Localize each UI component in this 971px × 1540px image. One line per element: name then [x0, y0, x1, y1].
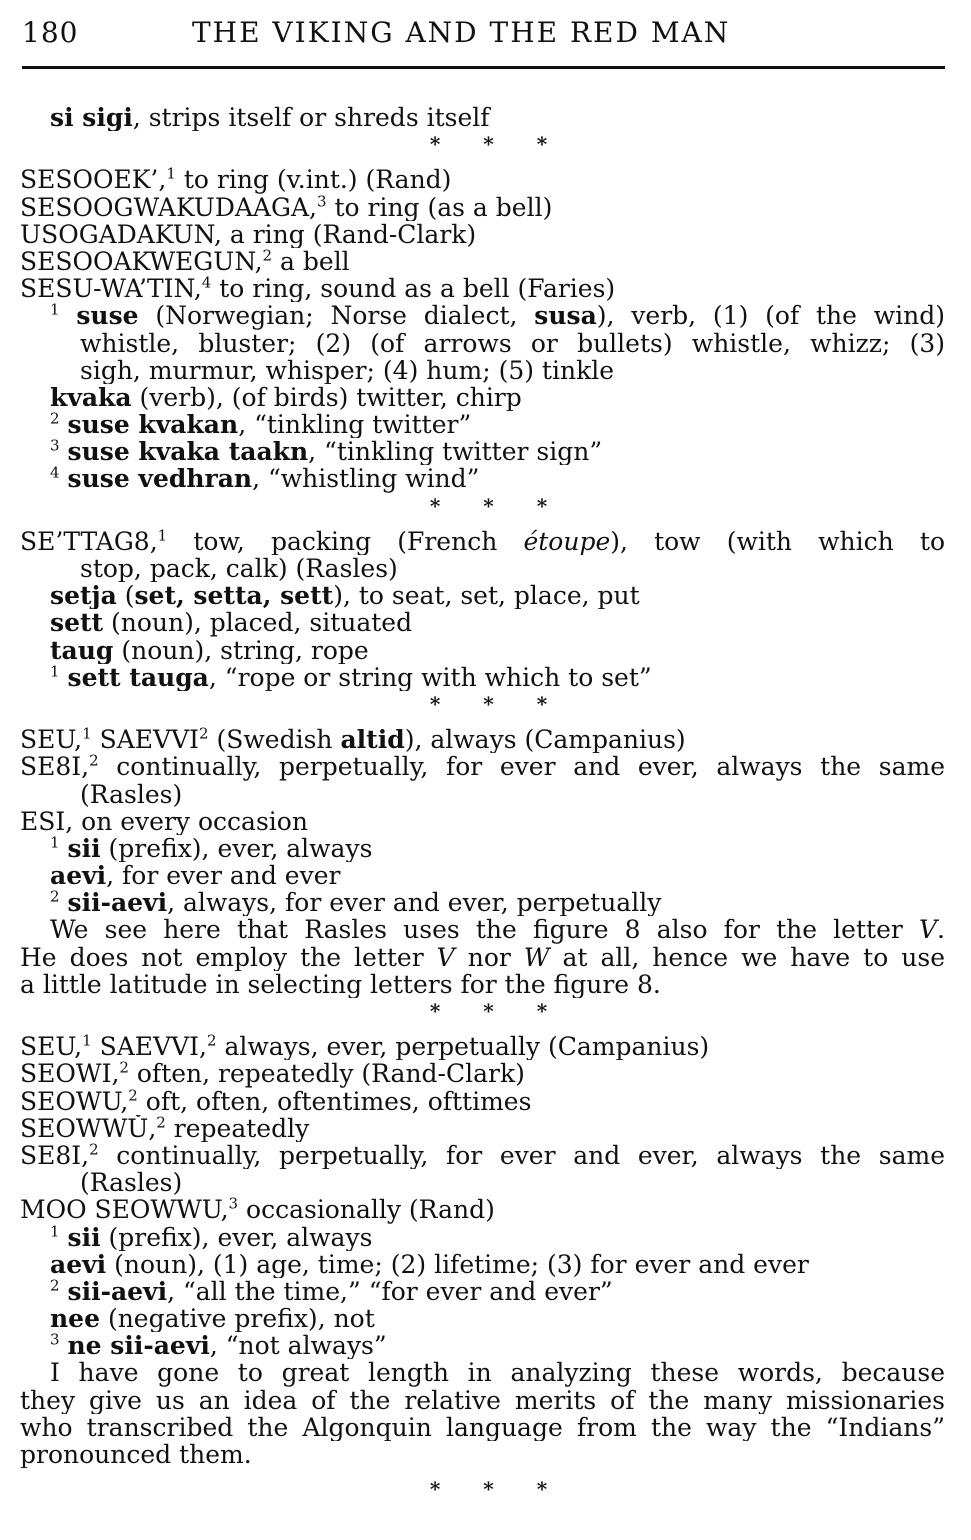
text-line: SEOWI,$^2$ often, repeatedly (Rand-Clark) [20, 1060, 525, 1088]
running-title: THE VIKING AND THE RED MAN [192, 16, 731, 49]
text-line: SESOOAKWEGUN,$^2$ a bell [20, 247, 350, 276]
text-line: USOGADAKUN, a ring (Rand-Clark) [20, 220, 477, 248]
text-line: $^1$ suse (Norwegian; Norse dialect, susa), verb, (1) (of the wind) [50, 302, 945, 330]
page-body [20, 104, 945, 1503]
text-line: $^1$ sett tauga, “rope or string with which to set” [50, 663, 652, 691]
text-line: taug (noun), string, rope [50, 636, 369, 664]
text-line: aevi, for ever and ever [50, 862, 341, 890]
text-line: We see here that Rasles uses the figure 8 also for the letter V. [50, 916, 945, 944]
text-line: MOO SEOWWU,$^3$ occasionally (Rand) [20, 1196, 495, 1224]
section-separator: * * * [429, 691, 566, 716]
text-line: $^3$ suse kvaka taakn, “tinkling twitter sign” [50, 438, 603, 466]
spacer [20, 1025, 945, 1033]
section-separator: * * * [429, 132, 566, 157]
page-number: 180 [22, 16, 79, 49]
text-line: $^2$ sii-aevi, “all the time,” “for ever and ever” [50, 1277, 613, 1306]
text-line: SESOOEK’,$^1$ to ring (v.int.) (Rand) [20, 166, 452, 194]
text-line: $^4$ suse vedhran, “whistling wind” [50, 465, 480, 493]
text-line: SEU,$^1$ SAEVVI$^2$ (Swedish altid), always (Campanius) [20, 726, 686, 754]
text-line: si sigi, strips itself or shreds itself [50, 104, 490, 132]
text-line: pronounced them. [20, 1441, 252, 1469]
text-line: they give us an idea of the relative merits of the many missionaries [20, 1386, 945, 1414]
spacer [20, 1468, 945, 1476]
section-separator: * * * [429, 999, 566, 1023]
text-line: $^2$ sii-aevi, always, for ever and ever, perpetually [50, 889, 662, 917]
text-line: sigh, murmur, whisper; (4) hum; (5) tinkle [80, 356, 615, 384]
text-line: $^3$ ne sii-aevi, “not always” [50, 1332, 387, 1360]
text-line: $^1$ sii (prefix), ever, always [50, 1223, 373, 1251]
page-header [22, 16, 947, 56]
text-line: He does not employ the letter V nor W at all, hence we have to use [20, 943, 945, 971]
text-line: sett (noun), placed, situated [50, 609, 413, 637]
spacer [20, 520, 945, 528]
text-line: SE’TTAG8,$^1$ tow, packing (French étoupe), tow (with which to [20, 527, 945, 555]
spacer [20, 158, 945, 166]
text-line: SEOWWǓ,$^2$ repeatedly [20, 1114, 310, 1142]
text-line: nee (negative prefix), not [50, 1305, 375, 1333]
text-line: (Rasles) [80, 780, 183, 808]
text-line: ESI, on every occasion [20, 807, 308, 835]
header-rule [22, 66, 945, 69]
text-line: SEOWU,$^2$ oft, often, oftentimes, ofttimes [20, 1087, 532, 1115]
text-line: kvaka (verb), (of birds) twitter, chirp [50, 383, 522, 412]
text-line: SE8I,$^2$ continually, perpetually, for ever and ever, always the same [20, 1141, 945, 1170]
section-separator: * * * [429, 1477, 566, 1502]
section-separator: * * * [429, 493, 566, 518]
text-line: SESOOGWAKUDAAGA,$^3$ to ring (as a bell) [20, 193, 553, 221]
text-line: stop, pack, calk) (Rasles) [80, 555, 398, 583]
text-line: SE8I,$^2$ continually, perpetually, for ever and ever, always the same [20, 753, 945, 781]
text-line: I have gone to great length in analyzing these words, because [50, 1359, 945, 1387]
text-line: SESU-WA’TIN,$^4$ to ring, sound as a bell (Faries) [20, 275, 616, 303]
text-line: aevi (noun), (1) age, time; (2) lifetime; (3) for ever and ever [50, 1250, 809, 1278]
text-line: $^2$ suse kvakan, “tinkling twitter” [50, 411, 472, 439]
text-line: $^1$ sii (prefix), ever, always [50, 834, 373, 863]
text-line: setja (set, setta, sett), to seat, set, place, put [50, 582, 640, 610]
text-line: whistle, bluster; (2) (of arrows or bullets) whistle, whizz; (3) [80, 329, 945, 357]
spacer [20, 718, 945, 726]
text-line: a little latitude in selecting letters for the figure 8. [20, 970, 661, 998]
text-line: (Rasles) [80, 1169, 183, 1197]
text-line: SEU,$^1$ SAEVVI,$^2$ always, ever, perpetually (Campanius) [20, 1033, 710, 1061]
text-line: who transcribed the Algonquin language from the way the “Indians” [20, 1413, 945, 1441]
